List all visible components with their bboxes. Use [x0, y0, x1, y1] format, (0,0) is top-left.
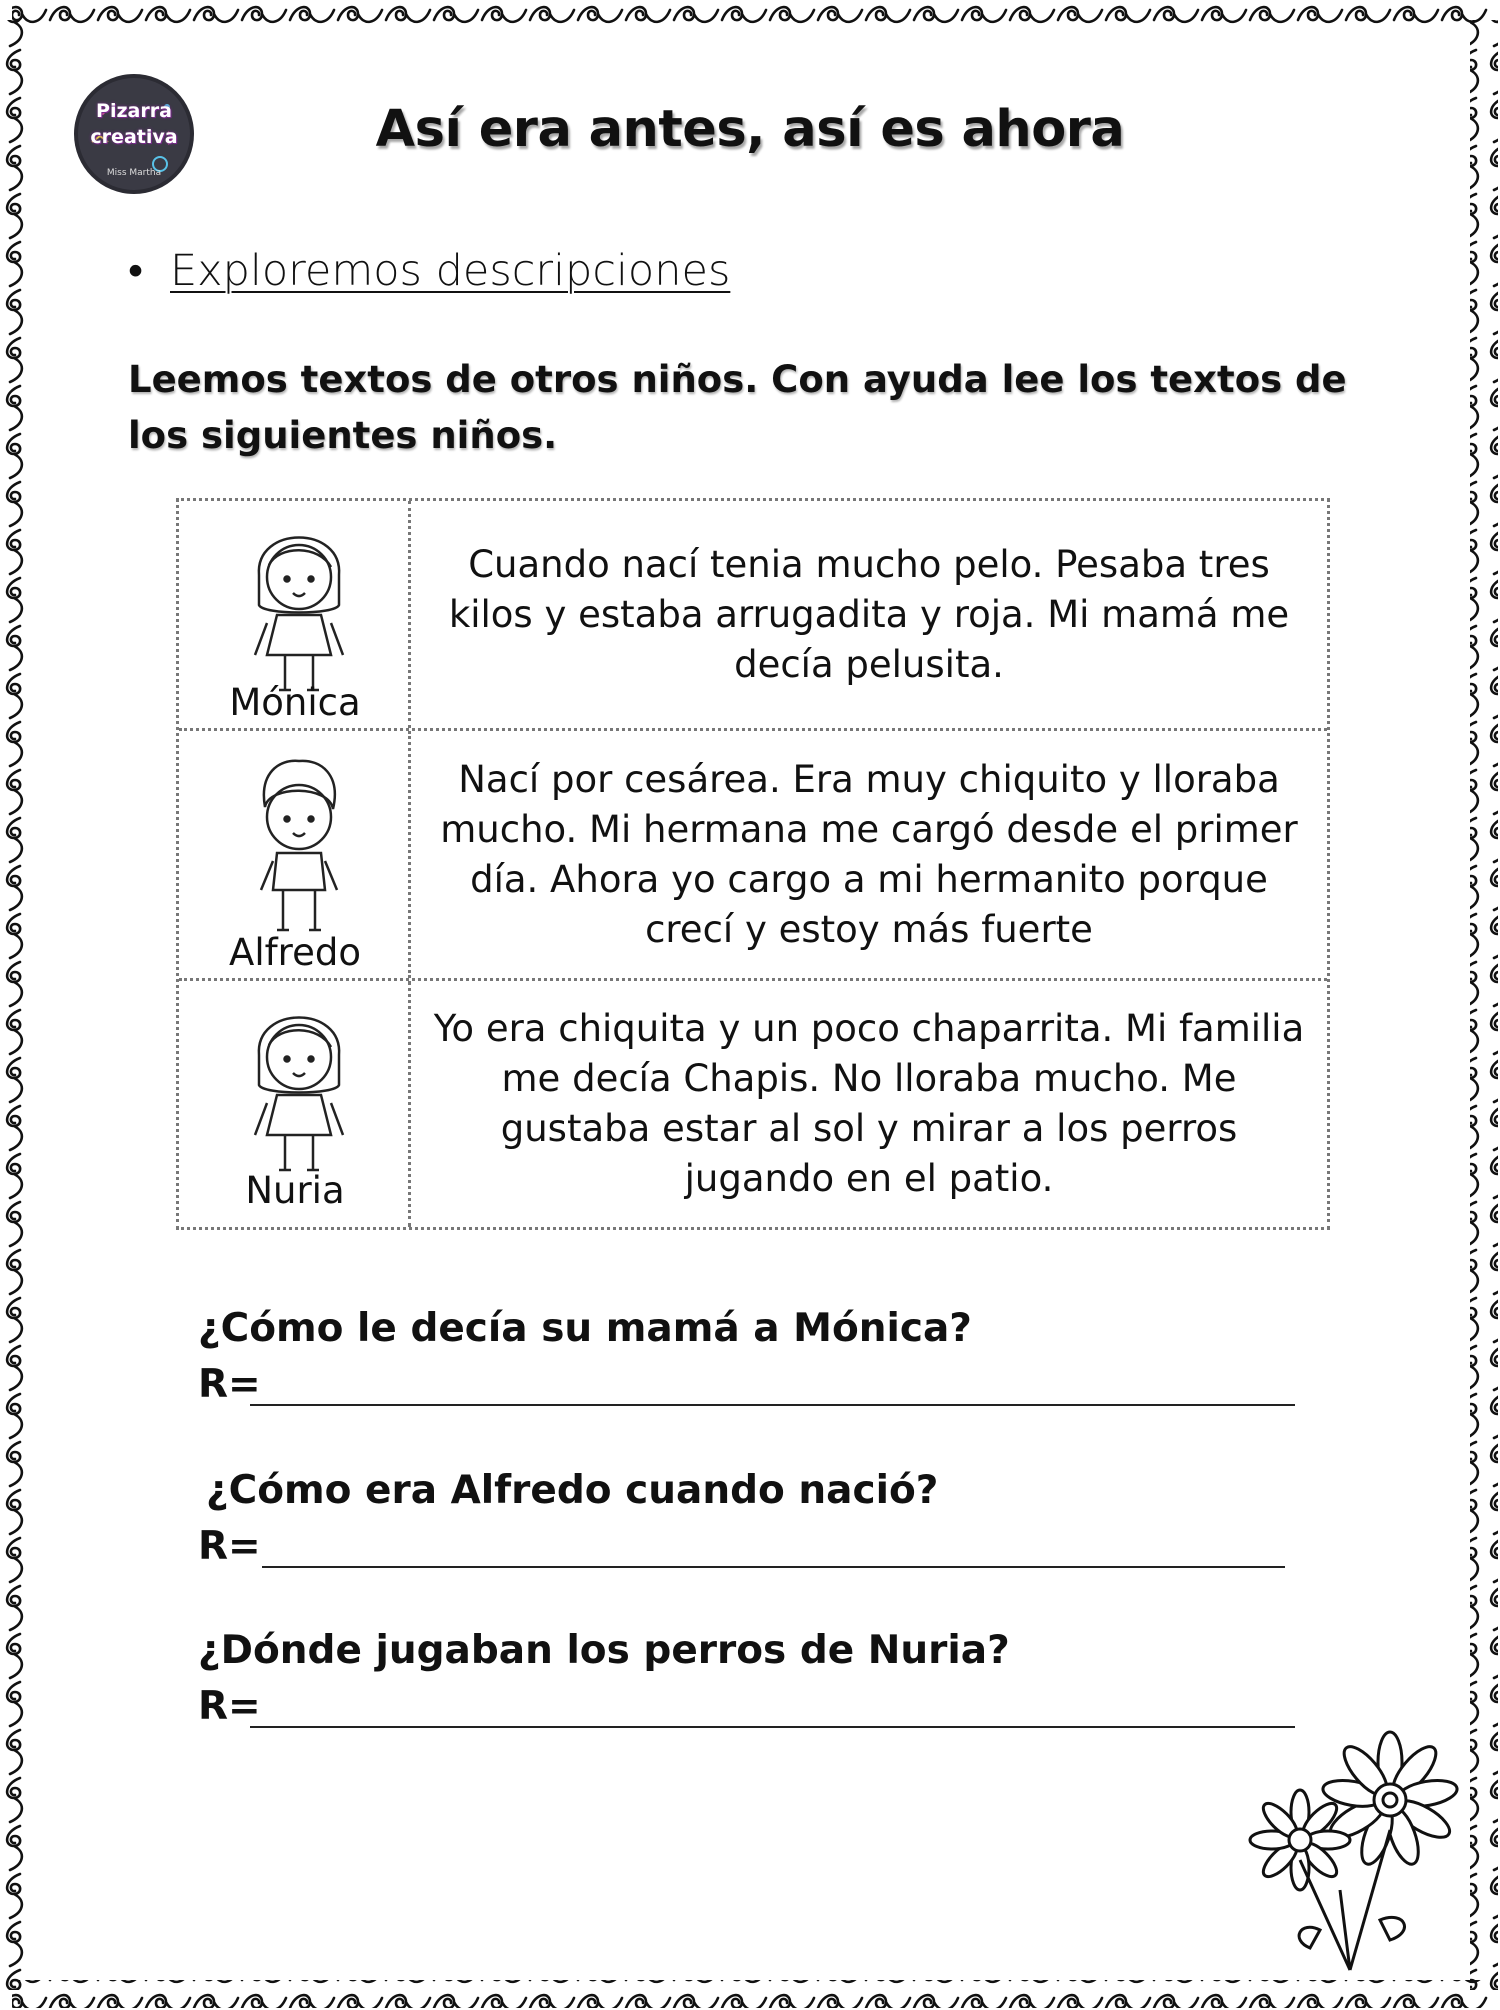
child-cell: [179, 731, 411, 978]
table-row: [179, 501, 1327, 731]
child-name: Nuria: [245, 1169, 345, 1212]
bullet: •: [128, 246, 144, 296]
story-text: Nací por cesárea. Era muy chiquito y lloraba mucho. Mi hermana me cargó desde el primer día. Ahora yo cargo a mi hermanito porque crecí y estoy más fuerte: [440, 757, 1298, 951]
table-row: [179, 731, 1327, 981]
answer-label-3: R=: [198, 1684, 261, 1729]
flowers-icon: [1240, 1720, 1480, 1980]
answer-label-2: R=: [198, 1524, 261, 1569]
story-cell: [411, 501, 1327, 728]
story-cell: [411, 731, 1327, 978]
boy-icon: [239, 745, 359, 945]
subheading-text: Exploremos descripciones: [170, 246, 731, 296]
child-cell: [179, 981, 411, 1227]
logo-line2: creativa: [90, 126, 178, 148]
table-row: [179, 981, 1327, 1227]
logo-line3: Miss Martha: [106, 168, 162, 178]
story-text: Cuando nací tenia mucho pelo. Pesaba tres kilos y estaba arrugadita y roja. Mi mamá me decía pelusita.: [448, 542, 1290, 686]
girl-icon: [239, 505, 359, 705]
child-name: Mónica: [229, 681, 361, 724]
answer-label-1: R=: [198, 1362, 261, 1407]
answer-line-2[interactable]: [262, 1566, 1285, 1568]
story-text: Yo era chiquita y un poco chaparrita. Mi familia me decía Chapis. No lloraba mucho. Me gustaba estar al sol y mirar a los perros jugando en el patio.: [433, 1007, 1305, 1200]
intro-text: Leemos textos de otros niños. Con ayuda lee los textos de los siguientes niños.: [128, 358, 1347, 457]
question-2: ¿Cómo era Alfredo cuando nació?: [206, 1468, 939, 1513]
answer-line-3[interactable]: [250, 1726, 1295, 1728]
stories-table: [176, 498, 1330, 1230]
logo-line1: Pizarra: [96, 100, 172, 122]
page-title: Así era antes, así es ahora: [375, 100, 1125, 159]
girl-icon: [239, 985, 359, 1185]
story-cell: [411, 981, 1327, 1227]
question-1: ¿Cómo le decía su mamá a Mónica?: [198, 1306, 972, 1351]
subheading: [128, 246, 730, 296]
child-name: Alfredo: [229, 931, 361, 974]
child-cell: [179, 501, 411, 728]
answer-line-1[interactable]: [250, 1404, 1295, 1406]
question-3: ¿Dónde jugaban los perros de Nuria?: [198, 1628, 1010, 1673]
